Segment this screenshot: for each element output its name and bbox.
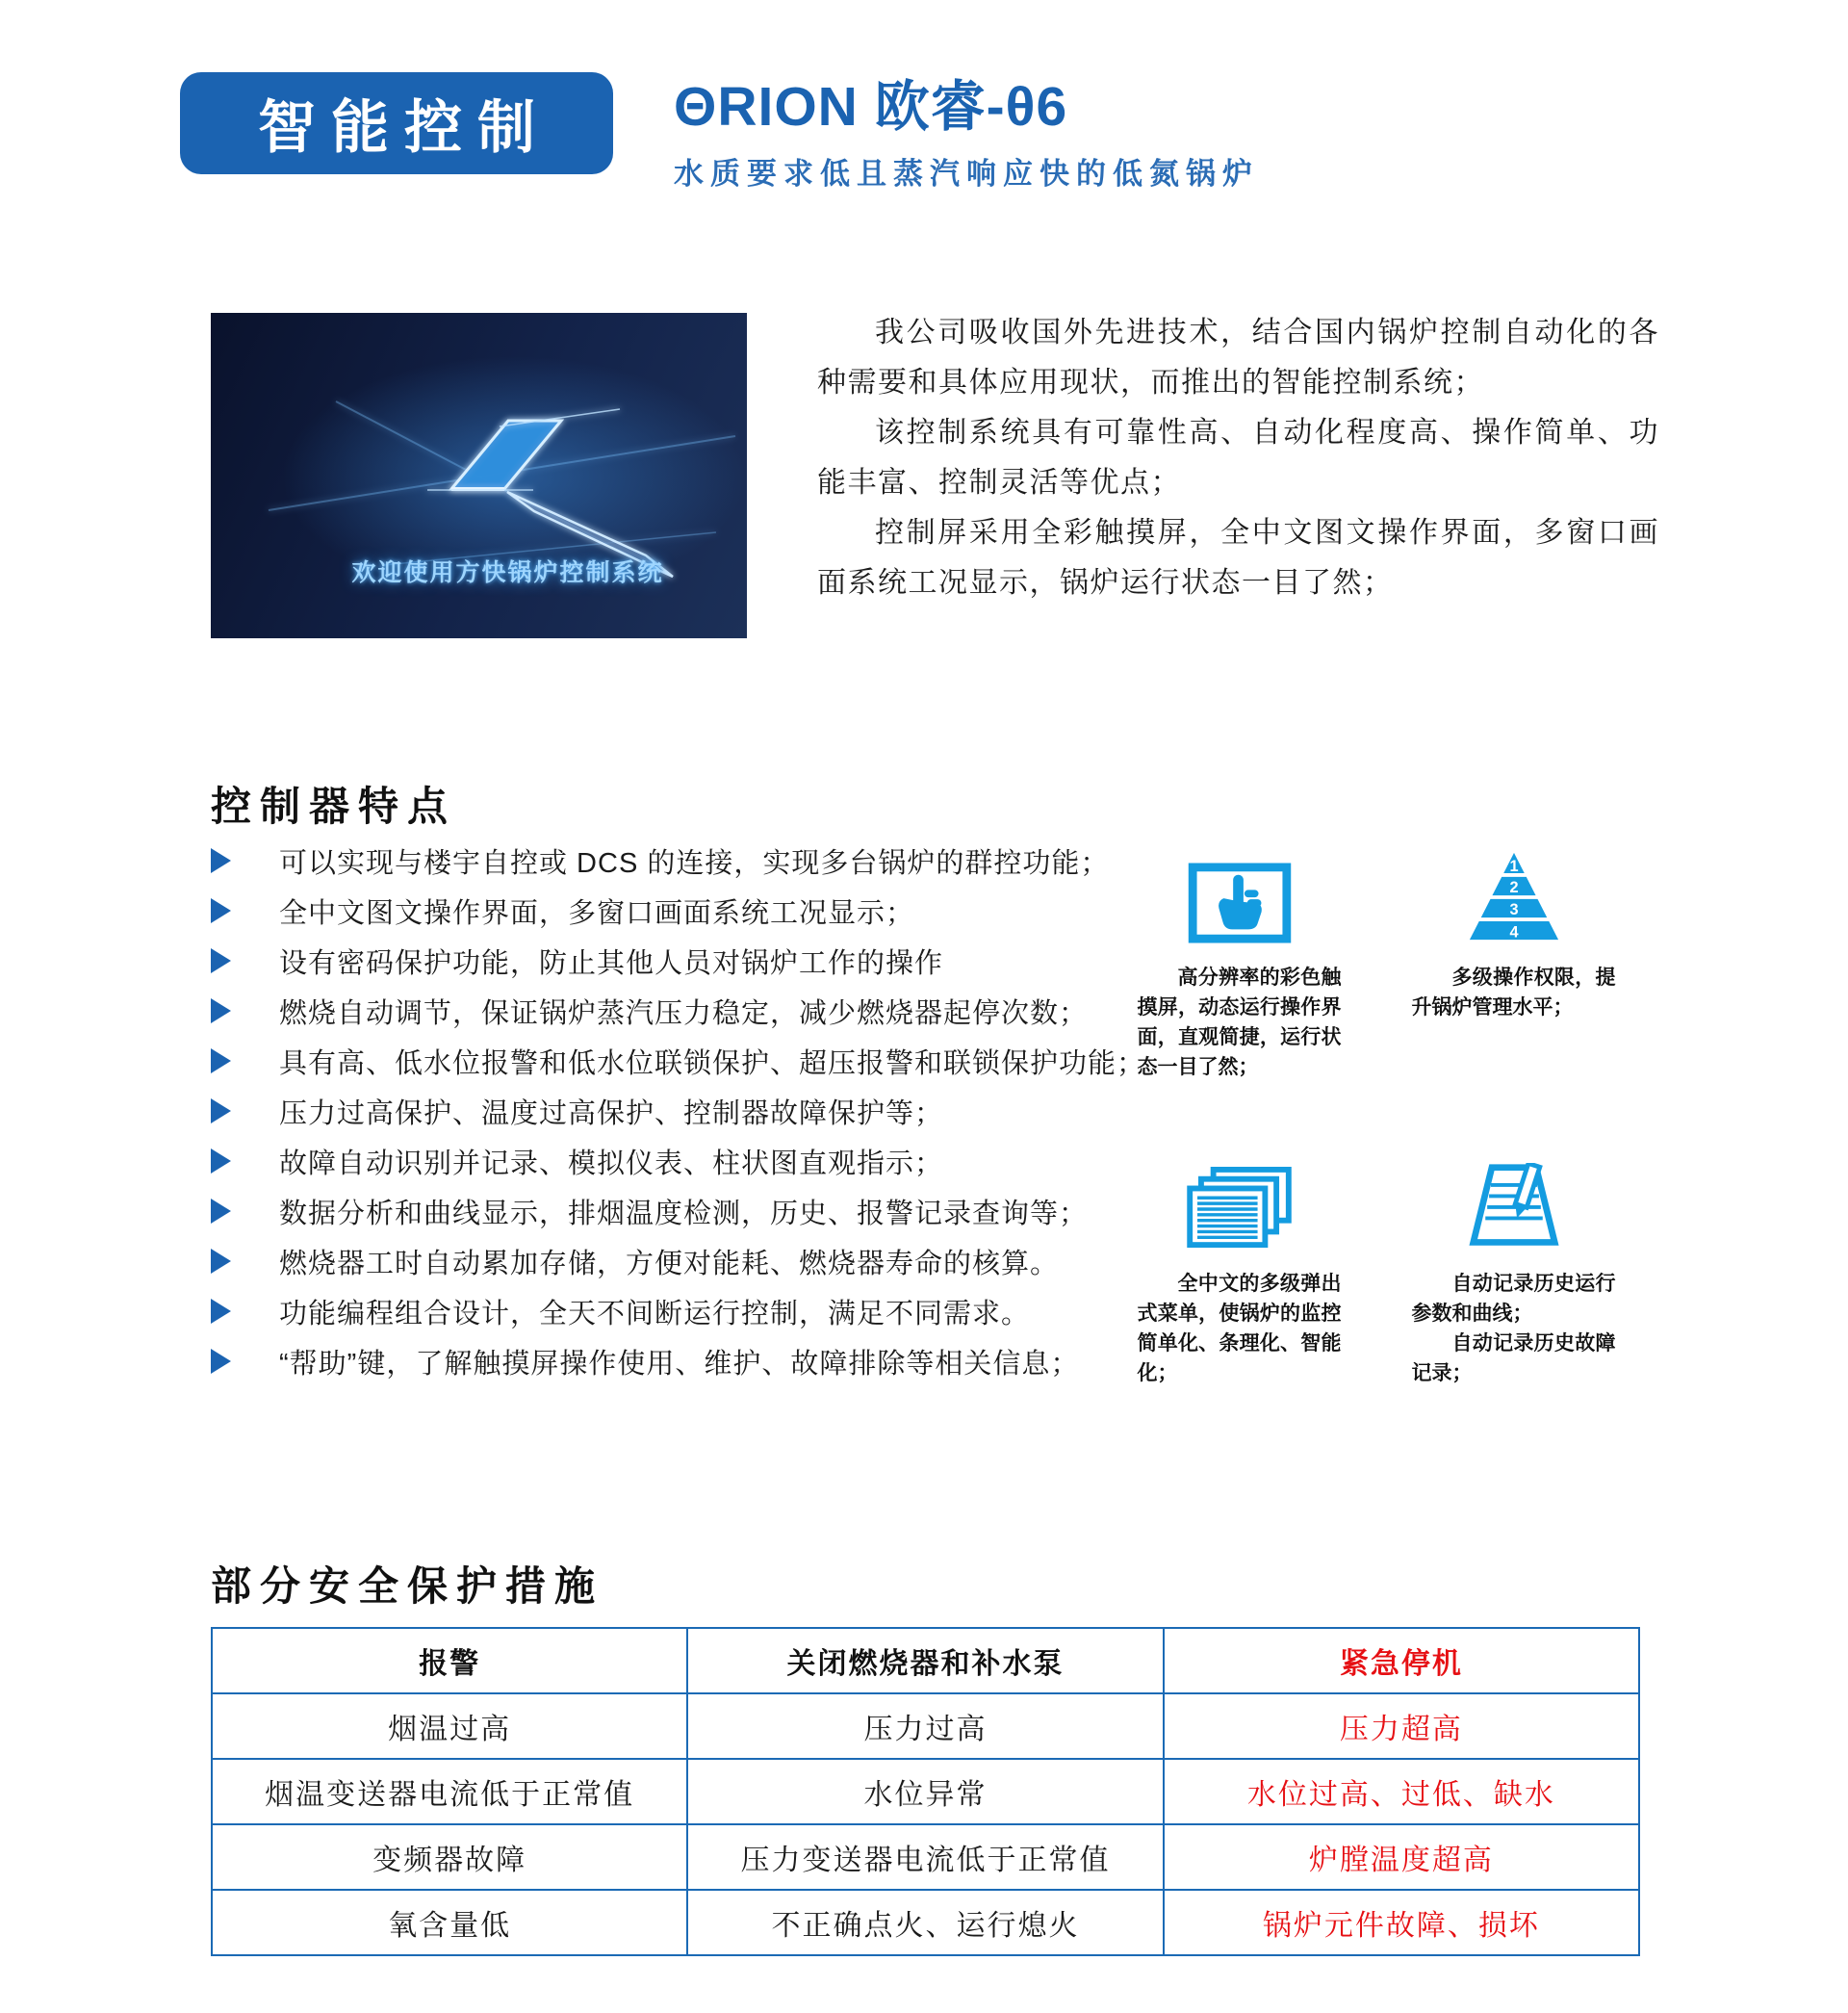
intro-text [817,308,1659,608]
safety-table-cell: 水位过高、过低、缺水 [1164,1759,1639,1824]
boiler-logo-glow-graphic [211,313,747,638]
feature-item [211,1136,1125,1186]
safety-table-cell: 不正确点火、运行熄火 [687,1890,1163,1955]
safety-table-row [212,1693,1639,1759]
feature-item-label: 可以实现与楼宇自控或 DCS 的连接，实现多台锅炉的群控功能； [279,847,1110,879]
feature-item-label: 燃烧器工时自动累加存储，方便对能耗、燃烧器寿命的核算。 [279,1248,1060,1279]
triangle-bullet-icon [211,1098,231,1123]
pyramid-level-label: 4 [1508,923,1519,942]
safety-column-header: 关闭燃烧器和补水泵 [687,1628,1163,1693]
icon-caption-line: 多级操作权限，提升锅炉管理水平； [1411,967,1616,1019]
safety-table-cell: 氧含量低 [212,1890,687,1955]
triangle-bullet-icon [211,1148,231,1174]
control-system-screenshot [211,313,747,638]
triangle-bullet-icon [211,1249,231,1274]
brand-title: ΘRION 欧睿-θ6 [674,76,1068,138]
triangle-bullet-icon [211,848,231,873]
features-list [211,836,1146,1386]
documents-icon [1187,1153,1293,1250]
safety-table-cell: 水位异常 [687,1759,1163,1824]
feature-icon-cell [1116,847,1362,1082]
feature-icon-cell [1391,1153,1636,1388]
safety-table-row [212,1890,1639,1955]
feature-item [211,986,1125,1036]
feature-item [211,1186,1125,1236]
feature-item [211,1286,1125,1336]
feature-item-label: 功能编程组合设计，全天不间断运行控制，满足不同需求。 [279,1298,1031,1329]
triangle-bullet-icon [211,998,231,1023]
triangle-bullet-icon [211,1299,231,1324]
feature-icons-panel [1116,847,1636,1388]
safety-table-head [212,1628,1639,1693]
safety-table-cell: 烟温过高 [212,1693,687,1759]
triangle-bullet-icon [211,1048,231,1073]
safety-table-cell: 压力超高 [1164,1693,1639,1759]
feature-item [211,836,1125,886]
safety-title: 部分安全保护措施 [211,1562,604,1609]
touchscreen-icon [1188,847,1292,943]
icon-caption-line: 自动记录历史运行参数和曲线； [1411,1273,1616,1325]
triangle-bullet-icon [211,1199,231,1224]
safety-table-cell: 炉膛温度超高 [1164,1824,1639,1890]
icon-caption [1138,963,1342,1082]
pyramid-icon [1468,847,1560,943]
triangle-bullet-icon [211,948,231,973]
safety-column-header: 紧急停机 [1164,1628,1639,1693]
brand-subtitle: 水质要求低且蒸汽响应快的低氮锅炉 [674,156,1259,191]
safety-table-cell: 锅炉元件故障、损坏 [1164,1890,1639,1955]
safety-header-row [212,1628,1639,1693]
icon-caption [1138,1269,1342,1388]
intro-paragraph: 控制屏采用全彩触摸屏，全中文图文操作界面，多窗口画面系统工况显示，锅炉运行状态一目了然； [817,517,1659,599]
icon-caption [1412,963,1616,1022]
feature-item [211,1336,1125,1386]
icon-caption-line: 高分辨率的彩色触摸屏，动态运行操作界面，直观简捷，运行状态一目了然； [1137,967,1342,1078]
feature-item-label: 数据分析和曲线显示，排烟温度检测，历史、报警记录查询等； [279,1198,1089,1229]
icon-caption-line: 全中文的多级弹出式菜单，使锅炉的监控简单化、条理化、智能化； [1137,1273,1342,1384]
feature-icon-cell [1116,1153,1362,1388]
triangle-bullet-icon [211,898,231,923]
safety-table-row [212,1824,1639,1890]
triangle-bullet-icon [211,1349,231,1374]
feature-item-label: 设有密码保护功能，防止其他人员对锅炉工作的操作 [279,947,944,979]
feature-item [211,1036,1146,1086]
pyramid-level-label: 2 [1508,879,1519,897]
brand-block [674,77,1259,193]
safety-table-row [212,1759,1639,1824]
pyramid-level-label: 1 [1508,858,1519,876]
feature-item-label: 压力过高保护、温度过高保护、控制器故障保护等； [279,1097,944,1129]
features-title: 控制器特点 [211,783,457,829]
feature-icon-cell [1391,847,1636,1082]
feature-item [211,886,1125,936]
safety-table-cell: 烟温变送器电流低于正常值 [212,1759,687,1824]
safety-column-header: 报警 [212,1628,687,1693]
safety-table-cell: 压力过高 [687,1693,1163,1759]
welcome-text: 欢迎使用方快锅炉控制系统 [351,559,664,586]
feature-item-label: 全中文图文操作界面，多窗口画面系统工况显示； [279,897,915,929]
feature-item-label: 故障自动识别并记录、模拟仪表、柱状图直观指示； [279,1148,944,1179]
pyramid-level-label: 3 [1508,901,1519,919]
safety-table [211,1627,1640,1956]
record-icon [1468,1153,1560,1250]
safety-table-cell: 压力变送器电流低于正常值 [687,1824,1163,1890]
section-badge: 智能控制 [180,72,613,174]
intro-paragraph: 我公司吸收国外先进技术，结合国内锅炉控制自动化的各种需要和具体应用现状，而推出的智能控制系统； [817,317,1659,399]
icon-caption-line: 自动记录历史故障记录； [1411,1332,1616,1384]
safety-table-cell: 变频器故障 [212,1824,687,1890]
feature-item-label: 燃烧自动调节，保证锅炉蒸汽压力稳定，减少燃烧器起停次数； [279,997,1089,1029]
feature-item [211,1236,1125,1286]
feature-item-label: “帮助”键，了解触摸屏操作使用、维护、故障排除等相关信息； [279,1348,1080,1380]
feature-item [211,936,1125,986]
feature-item [211,1086,1125,1136]
icon-caption [1412,1269,1616,1388]
feature-item-label: 具有高、低水位报警和低水位联锁保护、超压报警和联锁保护功能； [279,1047,1146,1079]
safety-table-body [212,1693,1639,1955]
intro-paragraph: 该控制系统具有可靠性高、自动化程度高、操作简单、功能丰富、控制灵活等优点； [817,417,1659,499]
